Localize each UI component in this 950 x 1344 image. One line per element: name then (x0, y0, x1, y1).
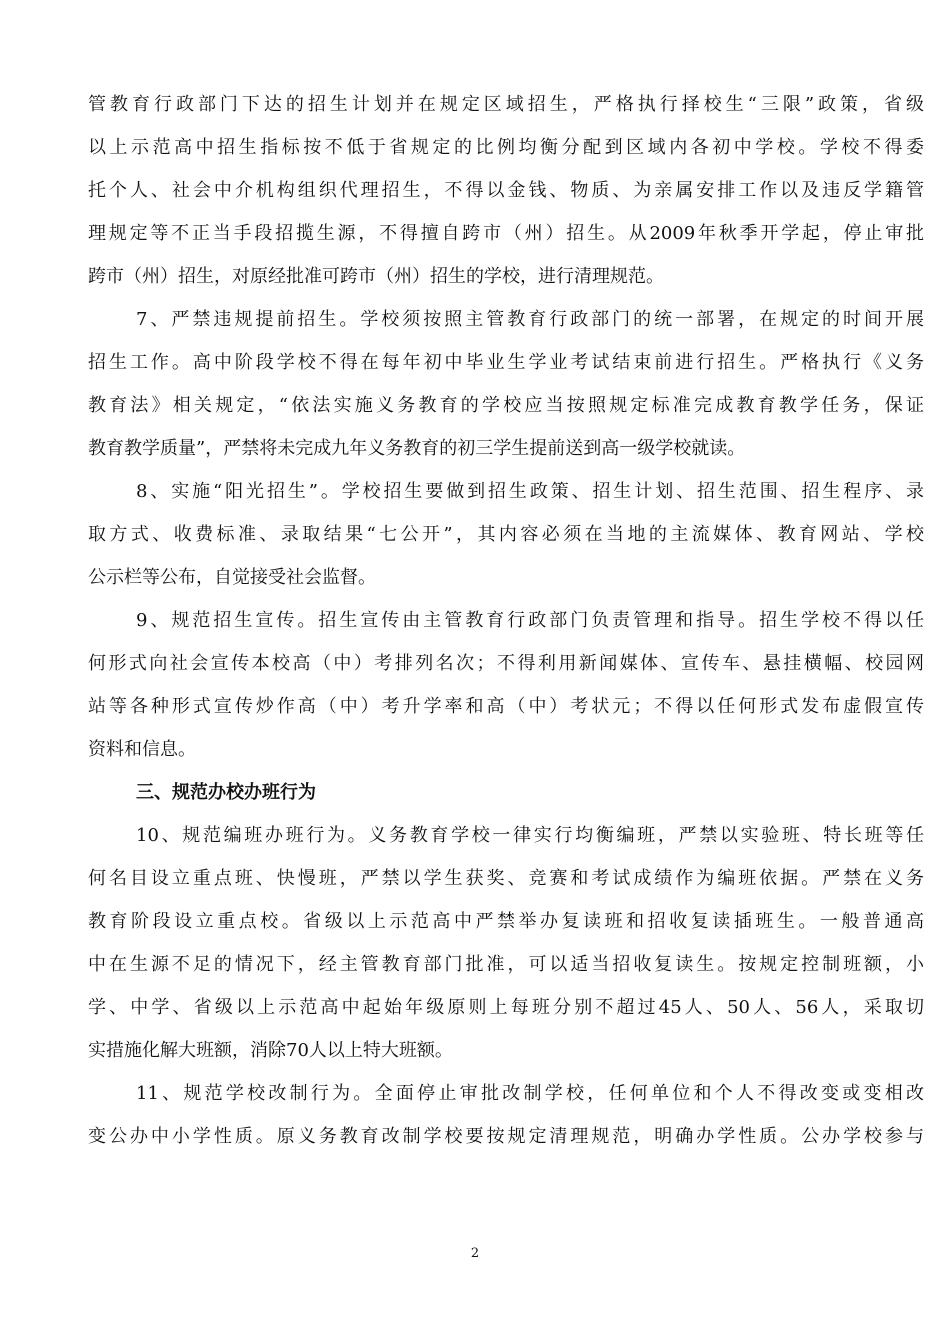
text-line: 教育法》相关规定，“依法实施义务教育的学校应当按照规定标准完成教育教学任务，保证 (88, 395, 924, 416)
section-heading: 三、规范办校办班行为 (136, 782, 316, 803)
text-line: 托个人、社会中介机构组织代理招生，不得以金钱、物质、为亲属安排工作以及违反学籍管 (88, 180, 924, 201)
document-page (88, 80, 924, 1260)
text-line: 站等各种形式宣传炒作高（中）考升学率和高（中）考状元；不得以任何形式发布虚假宣传 (88, 696, 924, 717)
paragraph-7-start: 7、严禁违规提前招生。学校须按照主管教育行政部门的统一部署，在规定的时间开展 (136, 309, 924, 330)
text-line: 跨市（州）招生，对原经批准可跨市（州）招生的学校，进行清理规范。 (88, 266, 664, 287)
text-line: 教育教学质量”，严禁将未完成九年义务教育的初三学生提前送到高一级学校就读。 (88, 438, 746, 459)
paragraph-9-start: 9、规范招生宣传。招生宣传由主管教育行政部门负责管理和指导。招生学校不得以任 (136, 610, 924, 631)
text-line: 实措施化解大班额，消除70人以上特大班额。 (88, 1040, 453, 1061)
text-line: 公示栏等公布，自觉接受社会监督。 (88, 567, 376, 588)
text-line: 中在生源不足的情况下，经主管教育部门批准，可以适当招收复读生。按规定控制班额，小 (88, 954, 924, 975)
paragraph-11-start: 11、规范学校改制行为。全面停止审批改制学校，任何单位和个人不得改变或变相改 (136, 1083, 924, 1104)
text-line: 招生工作。高中阶段学校不得在每年初中毕业生学业考试结束前进行招生。严格执行《义务 (88, 352, 924, 373)
text-line: 变公办中小学性质。原义务教育改制学校要按规定清理规范，明确办学性质。公办学校参与 (88, 1126, 924, 1147)
text-line: 何名目设立重点班、快慢班，严禁以学生获奖、竞赛和考试成绩作为编班依据。严禁在义务 (88, 868, 924, 889)
page-number: 2 (470, 1246, 480, 1261)
text-line: 以上示范高中招生指标按不低于省规定的比例均衡分配到区域内各初中学校。学校不得委 (88, 137, 924, 158)
text-line: 管教育行政部门下达的招生计划并在规定区域招生，严格执行择校生“三限”政策，省级 (88, 94, 924, 115)
text-line: 理规定等不正当手段招揽生源，不得擅自跨市（州）招生。从2009年秋季开学起，停止审批 (88, 223, 924, 244)
text-line: 学、中学、省级以上示范高中起始年级原则上每班分别不超过45人、50人、56人，采取切 (88, 997, 924, 1018)
text-line: 取方式、收费标准、录取结果“七公开”，其内容必须在当地的主流媒体、教育网站、学校 (88, 524, 924, 545)
text-line: 资料和信息。 (88, 739, 196, 760)
paragraph-8-start: 8、实施“阳光招生”。学校招生要做到招生政策、招生计划、招生范围、招生程序、录 (136, 481, 924, 502)
text-line: 何形式向社会宣传本校高（中）考排列名次；不得利用新闻媒体、宣传车、悬挂横幅、校园网 (88, 653, 924, 674)
paragraph-10-start: 10、规范编班办班行为。义务教育学校一律实行均衡编班，严禁以实验班、特长班等任 (136, 825, 924, 846)
text-line: 教育阶段设立重点校。省级以上示范高中严禁举办复读班和招收复读插班生。一般普通高 (88, 911, 924, 932)
